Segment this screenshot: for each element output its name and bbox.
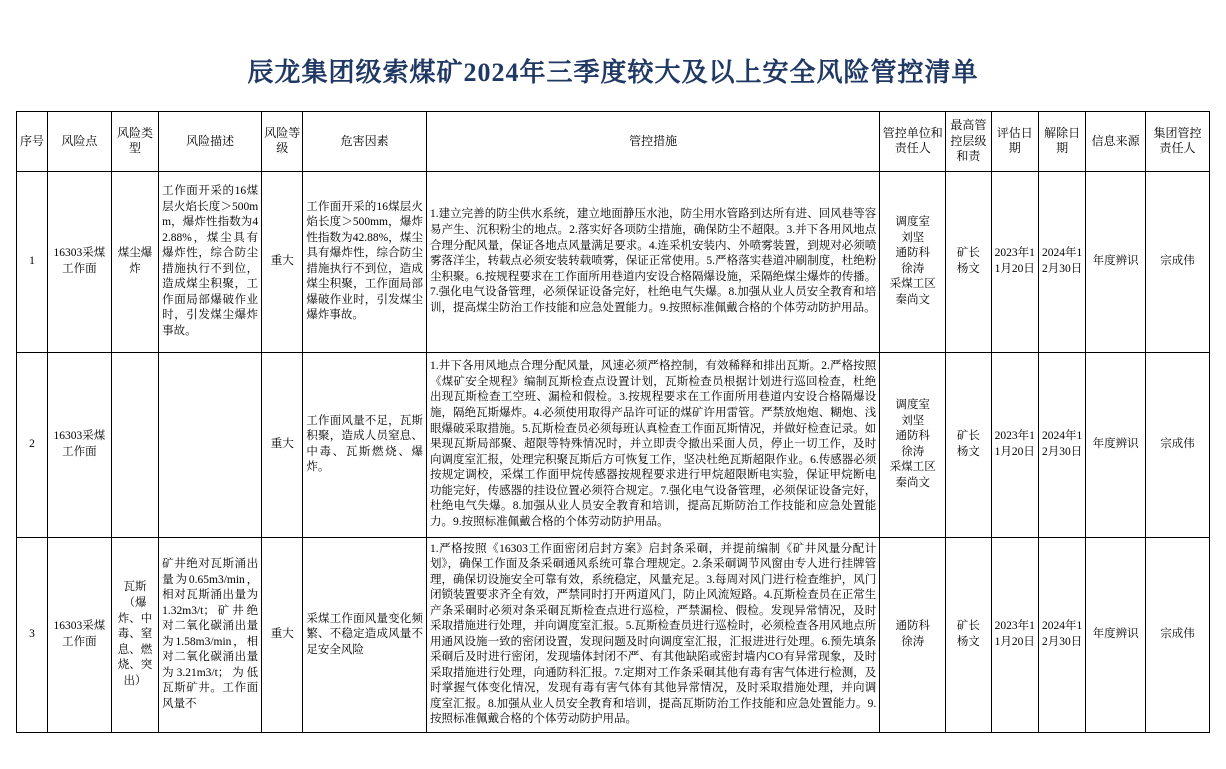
page-title: 辰龙集团级索煤矿2024年三季度较大及以上安全风险管控清单: [247, 58, 979, 87]
cell-control-unit: 调度室 刘坚 通防科 徐涛 采煤工区 秦尚文: [880, 352, 946, 537]
cell-assess-date: 2023年11月20日: [991, 537, 1038, 732]
cell-hazard-factor: 工作面开采的16煤层火焰长度＞500mm，爆炸性指数为42.88%，煤尘具有爆炸性，综合防尘措施执行不到位，造成煤尘积聚，工作面局部爆破作业时，引发煤尘爆炸事故。: [303, 171, 427, 352]
column-header-control-measures: 管控措施: [426, 112, 879, 172]
cell-assess-date: 2023年11月20日: [991, 171, 1038, 352]
cell-risk-description: [159, 352, 262, 537]
cell-risk-description: 工作面开采的16煤层火焰长度＞500mm，爆炸性指数为42.88%，煤尘具有爆炸性，综合防尘措施执行不到位，造成煤尘积聚，工作面局部爆破作业时，引发煤尘爆炸事故。: [159, 171, 262, 352]
cell-info-source: 年度辨识: [1086, 537, 1146, 732]
column-header-risk-type: 风险类型: [111, 112, 158, 172]
cell-risk-type: 瓦斯（爆炸、中毒、窒息、燃烧、突出）: [111, 537, 158, 732]
table-row: [17, 171, 1210, 352]
cell-control-measures: 1.建立完善的防尘供水系统，建立地面静压水池，防尘用水管路到达所有进、回风巷等容易产生、沉积粉尘的地点。2.落实好各项防尘措施，确保防尘不超限。3.并下各用风地点合理分配风量，保证各地点风量满足要求。4.连采机安装内、外喷雾装置，到规对必须喷雾落洋尘，转载点必须安装转载喷雾，保证正常使用。5.严格落实巷道冲刷制度，杜绝粉尘积聚。6.按规程要求在工作面所用巷道内安设合格隔爆设施，采隔绝煤尘爆炸的传播。7.强化电气设备管理，必须保证设备完好，杜绝电气失爆。8.加强从业人员安全教育和培训，提高煤尘防治工作技能和应急处置能力。9.按照标准佩戴合格的个体劳动防护用品。: [426, 171, 879, 352]
column-header-risk-point: 风险点: [47, 112, 111, 172]
column-header-group-responsible: 集团管控责任人: [1146, 112, 1210, 172]
cell-hazard-factor: 工作面风量不足，瓦斯积聚，造成人员窒息、中毒、瓦斯燃烧、爆炸。: [303, 352, 427, 537]
cell-release-date: 2024年12月30日: [1038, 352, 1085, 537]
document-page: [0, 52, 1226, 733]
cell-highest-control-level: 矿长 杨文: [946, 171, 991, 352]
cell-seq: 3: [17, 537, 48, 732]
cell-risk-level: 重大: [262, 171, 303, 352]
cell-release-date: 2024年12月30日: [1038, 537, 1085, 732]
risk-control-table: [16, 111, 1210, 733]
cell-assess-date: 2023年11月20日: [991, 352, 1038, 537]
cell-info-source: 年度辨识: [1086, 171, 1146, 352]
cell-risk-type: 煤尘爆炸: [111, 171, 158, 352]
cell-risk-point: 16303采煤工作面: [47, 352, 111, 537]
column-header-hazard-factor: 危害因素: [303, 112, 427, 172]
cell-risk-point: 16303采煤工作面: [47, 171, 111, 352]
cell-info-source: 年度辨识: [1086, 352, 1146, 537]
cell-highest-control-level: 矿长 杨文: [946, 537, 991, 732]
cell-highest-control-level: 矿长 杨文: [946, 352, 991, 537]
cell-control-unit: 通防科 徐涛: [880, 537, 946, 732]
cell-risk-description: 矿井绝对瓦斯涌出量为0.65m3/min，相对瓦斯涌出量为1.32m3/t；矿井绝对二氧化碳涌出量为1.58m3/min，相对二氧化碳涌出量为3.21m3/t；为低瓦斯矿井。工作面风量不: [159, 537, 262, 732]
cell-risk-level: 重大: [262, 352, 303, 537]
column-header-info-source: 信息来源: [1086, 112, 1146, 172]
column-header-highest-control-level: 最高管控层级和责: [946, 112, 991, 172]
column-header-risk-level: 风险等级: [262, 112, 303, 172]
cell-release-date: 2024年12月30日: [1038, 171, 1085, 352]
cell-control-measures: 1.严格按照《16303工作面密闭启封方案》启封条采硐，并提前编制《矿井风量分配计划》，确保工作面及条采硐通风系统可靠合理规定。2.条采硐调节风窗由专人进行挂牌管理，确保切设施安全可靠有效，系统稳定，风量充足。3.每周对风门进行检查维护，风门闭锁装置要求齐全有效，严禁同时打开两道风门，防止风流短路。4.瓦斯检查员在正常生产条采硐时必须对条采硐瓦斯检查点进行巡检，严禁漏检、假检。发现异常情况，及时采取措施进行处理，并向调度室汇报。5.瓦斯检查员进行巡检时，必须检查各用风地点所用通风设施一致的密闭设置，发现问题及时向调度室汇报，汇报进进行处理。6.预先填条采硐后及时进行密闭，发现墙体封闭不严、有其他缺陷或密封墙内CO有异常现象，及时采取措施进行处理，向通防科汇报。7.定期对工作条采硐其他有毒有害气体进行检测，及时掌握气体变化情况，发现有毒有害气体有其他异常情况，及时采取措施处理，并向调度室汇报。8.加强从业人员安全教育和培训，提高瓦斯防治工作技能和应急处置能力。9.按照标准佩戴合格的个体劳动防护用品。: [426, 537, 879, 732]
cell-group-responsible: 宗成伟: [1146, 352, 1210, 537]
column-header-risk-description: 风险描述: [159, 112, 262, 172]
table-header-row: [17, 112, 1210, 172]
cell-risk-type: [111, 352, 158, 537]
table-row: [17, 352, 1210, 537]
cell-risk-level: 重大: [262, 537, 303, 732]
column-header-control-unit: 管控单位和责任人: [880, 112, 946, 172]
cell-seq: 2: [17, 352, 48, 537]
cell-group-responsible: 宗成伟: [1146, 537, 1210, 732]
cell-group-responsible: 宗成伟: [1146, 171, 1210, 352]
column-header-release-date: 解除日期: [1038, 112, 1085, 172]
cell-control-measures: 1.井下各用风地点合理分配风量，风速必须严格控制，有效稀释和排出瓦斯。2.严格按照《煤矿安全规程》编制瓦斯检查点设置计划，瓦斯检查员根据计划进行巡回检查，杜绝出现瓦斯检查工空班、漏检和假检。3.按规程要求在工作面所用巷道内安设合格隔爆设施，隔绝瓦斯爆炸。4.必须使用取得产品许可证的煤矿许用雷管。严禁放炮炮、糊炮、浅眼爆破采取措施。5.瓦斯检查员必须每班认真检查工作面瓦斯情况，并做好检查记录。如果现瓦斯局部聚、超限等特殊情况时，并立即责令撤出采面人员，停止一切工作，及时向调度室汇报，处理完积聚瓦斯后方可恢复工作，坚决杜绝瓦斯超限作业。6.传感器必须按规定调校，采煤工作面甲烷传感器按规程要求进行甲烷超限断电实验，保证甲烷断电功能完好，传感器的挂设位置必须符合规定。7.强化电气设备管理，必须保证设备完好，杜绝电气失爆。8.加强从业人员安全教育和培训，提高瓦斯防治工作技能和应急处置能力。9.按照标准佩戴合格的个体劳动防护用品。: [426, 352, 879, 537]
column-header-assess-date: 评估日期: [991, 112, 1038, 172]
cell-hazard-factor: 采煤工作面风量变化频繁、不稳定造成风量不足安全风险: [303, 537, 427, 732]
cell-risk-point: 16303采煤工作面: [47, 537, 111, 732]
table-row: [17, 537, 1210, 732]
cell-control-unit: 调度室 刘坚 通防科 徐涛 采煤工区 秦尚文: [880, 171, 946, 352]
column-header-seq: 序号: [17, 112, 48, 172]
cell-seq: 1: [17, 171, 48, 352]
